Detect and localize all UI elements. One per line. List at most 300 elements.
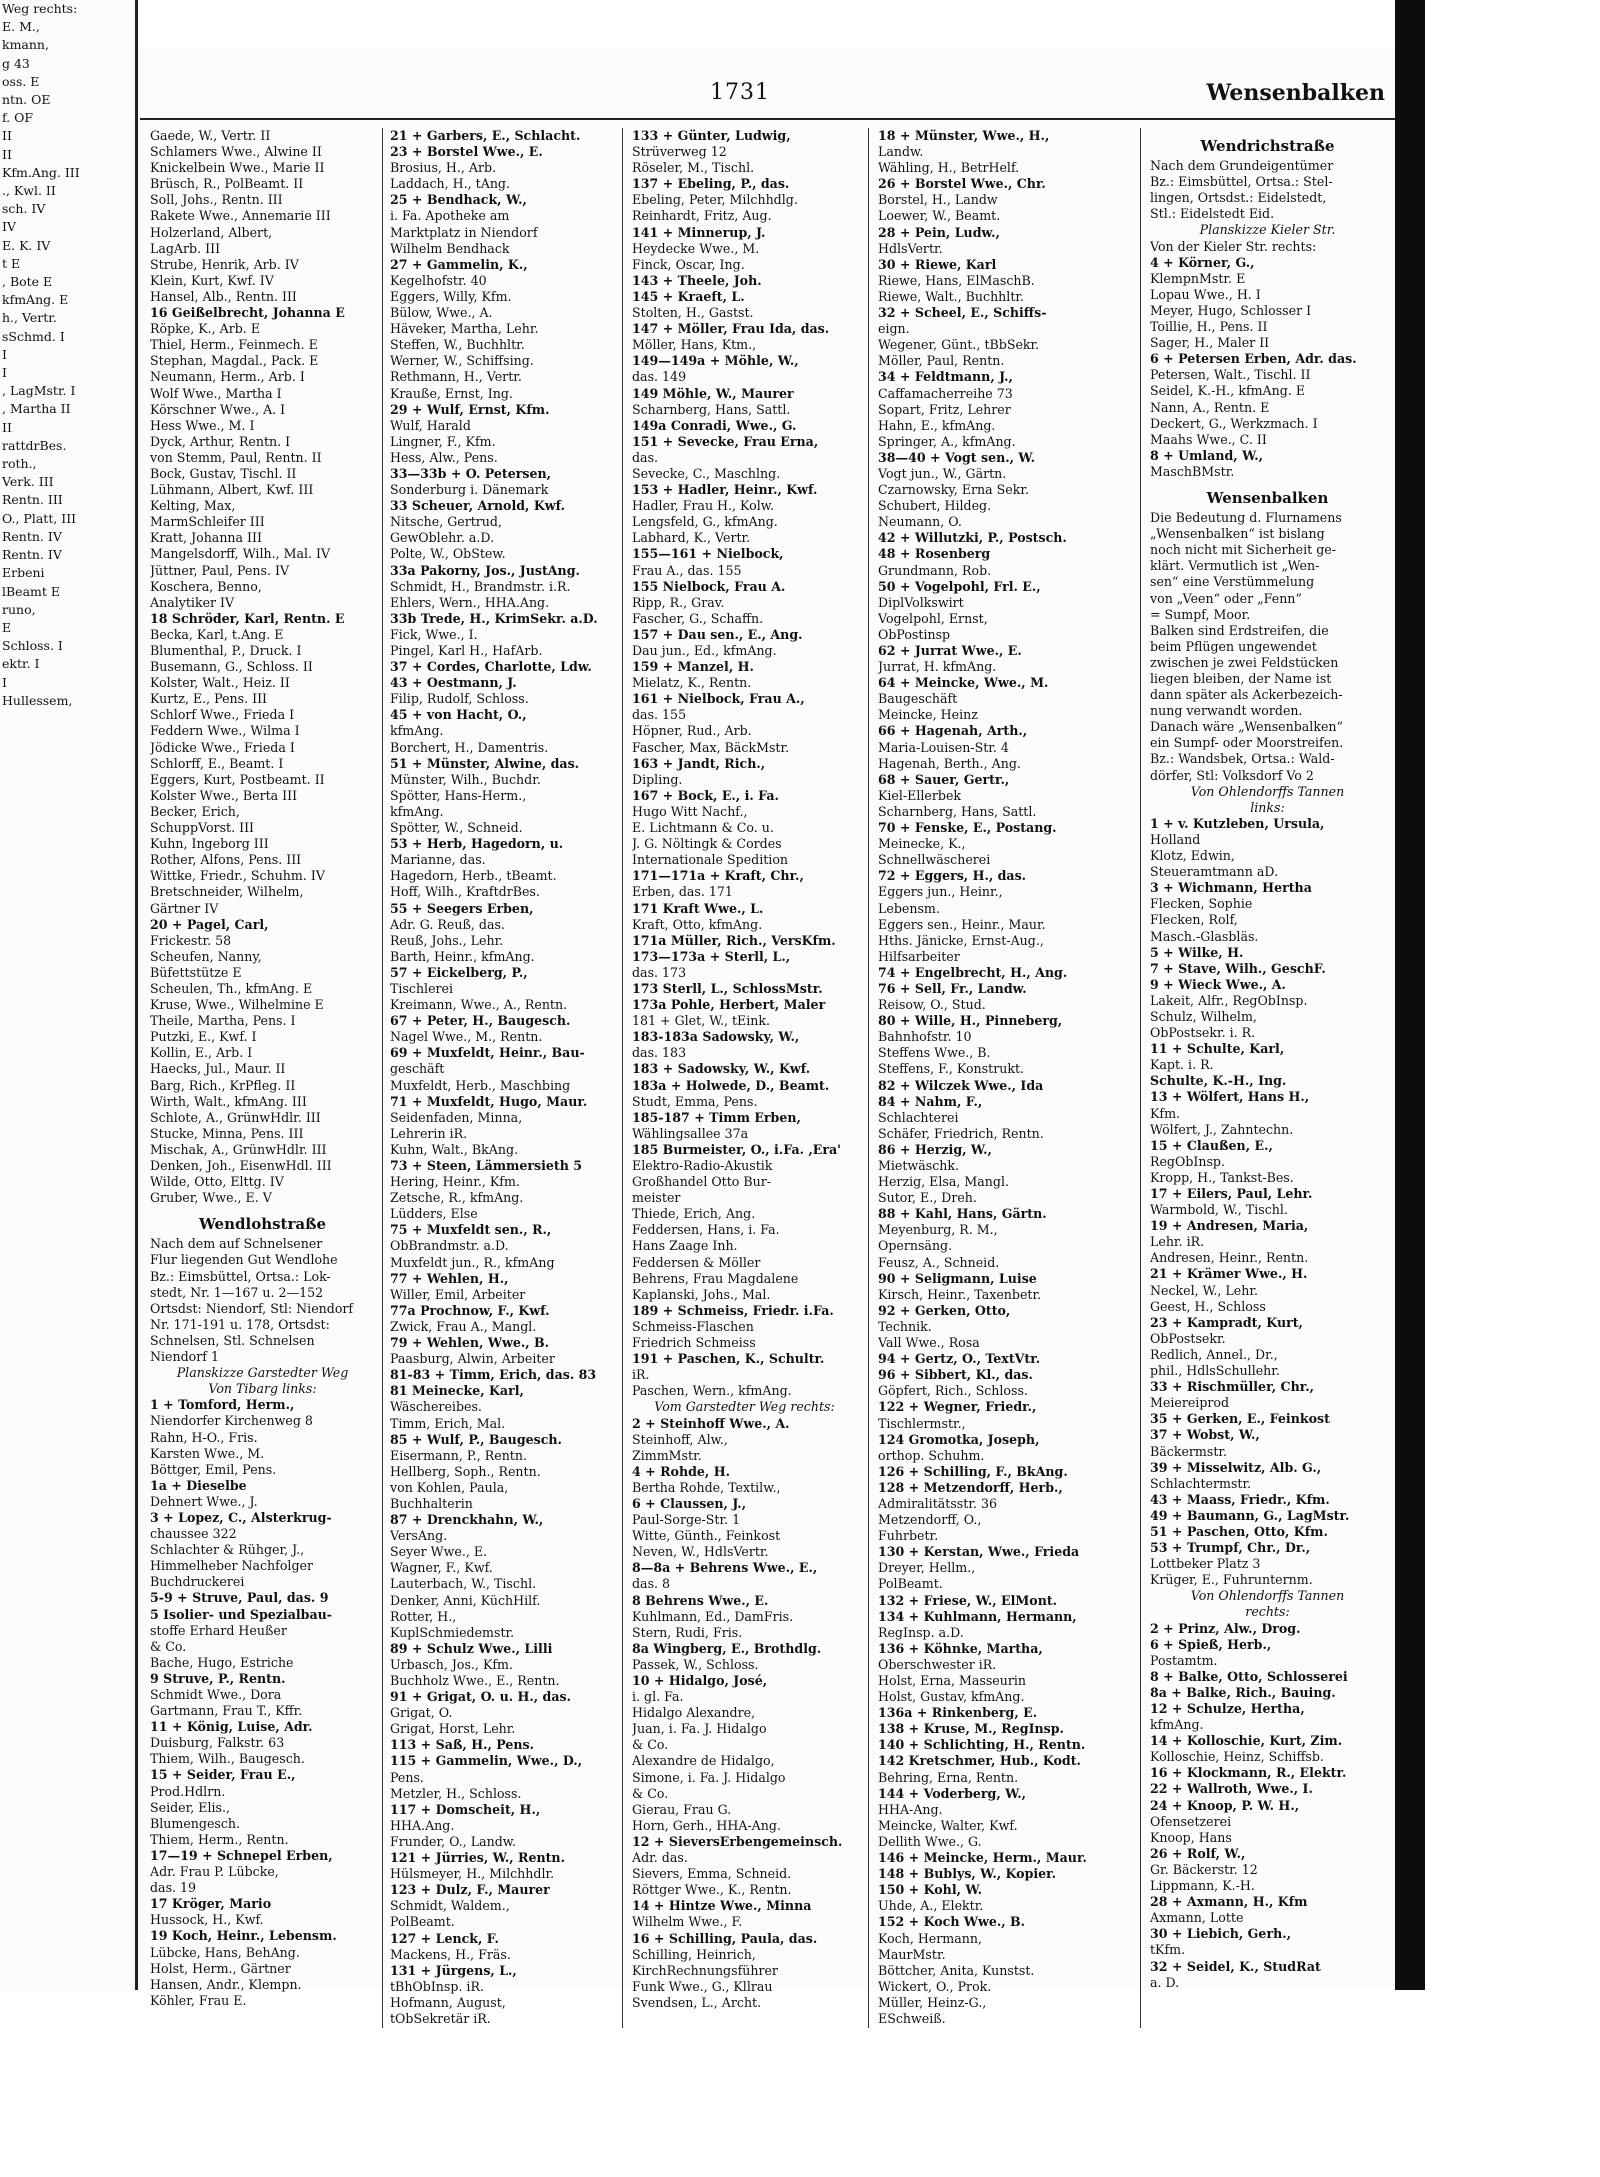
prev-page-fragment: , Martha II — [2, 401, 71, 417]
directory-entry: Prod.Hdlrn. — [150, 1783, 226, 1799]
directory-entry: 136a + Rinkenberg, E. — [878, 1705, 1038, 1721]
directory-entry: Opernsäng. — [878, 1238, 953, 1254]
directory-entry: Adr. G. Reuß, das. — [390, 916, 505, 932]
directory-entry: Rethmann, H., Vertr. — [390, 369, 522, 385]
directory-entry: Koch, Hermann, — [878, 1930, 982, 1946]
directory-entry: Meincke, Walter, Kwf. — [878, 1817, 1018, 1833]
directory-entry: Stucke, Minna, Pens. III — [150, 1125, 304, 1141]
directory-entry: 48 + Rosenberg — [878, 546, 991, 562]
directory-entry: MaurMstr. — [878, 1946, 946, 1962]
directory-entry: 171 Kraft Wwe., L. — [632, 900, 764, 916]
directory-entry: 146 + Meincke, Herm., Maur. — [878, 1850, 1087, 1866]
directory-entry: Häveker, Martha, Lehr. — [390, 321, 539, 337]
directory-entry: Dreyer, Hellm., — [878, 1560, 976, 1576]
directory-entry: Marianne, das. — [390, 852, 486, 868]
directory-entry: Buchholz Wwe., E., Rentn. — [390, 1673, 560, 1688]
directory-entry: 1 + v. Kutzleben, Ursula, — [1150, 815, 1325, 831]
direction-note: links: — [1250, 799, 1285, 815]
directory-entry: 6 + Spieß, Herb., — [1150, 1636, 1272, 1652]
directory-entry: Lengsfeld, G., kfmAng. — [632, 514, 778, 530]
directory-entry: Schmidt Wwe., Dora — [150, 1687, 282, 1702]
directory-entry: Mischak, A., GrünwHdlr. III — [150, 1141, 327, 1157]
directory-entry: 149 Möhle, W., Maurer — [632, 385, 794, 401]
directory-entry: 26 + Borstel Wwe., Chr. — [878, 176, 1046, 192]
directory-entry: Feusz, A., Schneid. — [878, 1254, 1000, 1270]
directory-entry: Kolloschie, Heinz, Schiffsb. — [1150, 1749, 1324, 1765]
directory-entry: Lübcke, Hans, BehAng. — [150, 1944, 300, 1960]
directory-entry: Thiel, Herm., Feinmech. E — [150, 337, 318, 353]
prev-page-fragment: , Bote E — [2, 274, 53, 290]
directory-entry: Hadler, Frau H., Kolw. — [632, 498, 775, 514]
directory-entry: Technik. — [878, 1318, 932, 1334]
directory-entry: 28 + Axmann, H., Kfm — [1150, 1894, 1308, 1910]
directory-entry: 79 + Wehlen, Wwe., B. — [390, 1335, 550, 1351]
prev-page-fragment: Verk. III — [2, 474, 54, 490]
directory-entry: Möller, Hans, Ktm., — [632, 337, 757, 353]
directory-entry: Feddersen & Möller — [632, 1254, 761, 1270]
directory-entry: Landw. — [878, 144, 924, 160]
directory-entry: 171a Müller, Rich., VersKfm. — [632, 932, 836, 948]
prev-page-fragment: I — [2, 346, 7, 362]
directory-entry: Meyer, Hugo, Schlosser I — [1150, 302, 1312, 318]
directory-entry: Seidenfaden, Minna, — [390, 1109, 523, 1125]
directory-entry: 80 + Wille, H., Pinneberg, — [878, 1013, 1063, 1029]
directory-entry: 157 + Dau sen., E., Ang. — [632, 626, 803, 642]
directory-entry: iR. — [632, 1367, 650, 1383]
directory-entry: 145 + Kraeft, L. — [632, 288, 745, 304]
directory-entry: Masch.-Glasbläs. — [1150, 928, 1259, 944]
directory-entry: Brosius, H., Arb. — [390, 160, 497, 176]
directory-entry: 155 Nielbock, Frau A. — [632, 578, 786, 594]
directory-entry: das. 173 — [632, 964, 687, 980]
directory-entry: Kuhlmann, Ed., DamFris. — [632, 1608, 794, 1624]
directory-entry: 13 + Wölfert, Hans H., — [1150, 1089, 1310, 1105]
directory-entry: Münster, Wilh., Buchdr. — [390, 771, 541, 787]
directory-entry: 43 + Maass, Friedr., Kfm. — [1150, 1491, 1330, 1507]
directory-entry: 1 + Tomford, Herm., — [150, 1397, 295, 1413]
directory-entry: Sutor, E., Dreh. — [878, 1190, 977, 1206]
directory-entry: 144 + Voderberg, W., — [878, 1785, 1027, 1801]
directory-entry: Hansen, Andr., Klempn. — [150, 1976, 302, 1992]
directory-entry: i. gl. Fa. — [632, 1689, 684, 1705]
directory-entry: 21 + Krämer Wwe., H. — [1150, 1266, 1308, 1282]
directory-entry: Kiel-Ellerbek — [878, 787, 962, 803]
directory-entry: 92 + Gerken, Otto, — [878, 1302, 1011, 1318]
directory-entry: 185 Burmeister, O., i.Fa. ,Era' — [632, 1141, 842, 1157]
directory-entry: Willer, Emil, Arbeiter — [390, 1286, 526, 1302]
directory-entry: 122 + Wegner, Friedr., — [878, 1399, 1037, 1415]
directory-entry: 9 + Wieck Wwe., A. — [1150, 976, 1286, 992]
directory-entry: 23 + Borstel Wwe., E. — [390, 144, 543, 160]
directory-entry: 11 + König, Luise, Adr. — [150, 1719, 313, 1735]
directory-entry: das. — [632, 449, 659, 465]
directory-entry: Lakeit, Alfr., RegObInsp. — [1150, 992, 1308, 1008]
directory-entry: 132 + Friese, W., ElMont. — [878, 1592, 1058, 1608]
directory-entry: 51 + Paschen, Otto, Kfm. — [1150, 1523, 1328, 1539]
directory-entry: Großhandel Otto Bur- — [632, 1174, 772, 1190]
directory-entry: Schnelsen, Stl. Schnelsen — [150, 1332, 315, 1348]
directory-entry: 32 + Scheel, E., Schiffs- — [878, 305, 1047, 321]
directory-entry: Eggers, Willy, Kfm. — [390, 288, 512, 304]
directory-entry: Dehnert Wwe., J. — [150, 1493, 258, 1509]
directory-entry: Simone, i. Fa. J. Hidalgo — [632, 1769, 786, 1785]
directory-entry: Geest, H., Schloss — [1150, 1298, 1266, 1314]
directory-entry: Thiem, Herm., Rentn. — [150, 1831, 289, 1847]
directory-entry: Vogt jun., W., Gärtn. — [878, 465, 1007, 481]
directory-entry: Kraft, Otto, kfmAng. — [632, 916, 763, 932]
directory-entry: 89 + Schulz Wwe., Lilli — [390, 1640, 553, 1656]
directory-entry: 33—33b + O. Petersen, — [390, 465, 552, 481]
directory-entry: 68 + Sauer, Gertr., — [878, 771, 1010, 787]
directory-entry: Schmeiss-Flaschen — [632, 1318, 754, 1334]
directory-entry: 33 + Rischmüller, Chr., — [1150, 1379, 1314, 1395]
directory-entry: Von der Kieler Str. rechts: — [1150, 238, 1317, 254]
directory-entry: Riewe, Hans, ElMaschB. — [878, 272, 1035, 288]
directory-entry: 10 + Hidalgo, José, — [632, 1673, 768, 1688]
directory-entry: Steinhoff, Alw., — [632, 1431, 728, 1447]
prev-page-fragment: Rentn. IV — [2, 547, 62, 563]
directory-entry: Rakete Wwe., Annemarie III — [150, 208, 331, 224]
directory-entry: 45 + von Hacht, O., — [390, 707, 527, 723]
directory-entry: Elektro-Radio-Akustik — [632, 1158, 773, 1173]
directory-entry: kfmAng. — [390, 803, 444, 819]
directory-entry: Neumann, O. — [878, 514, 962, 530]
directory-entry: Göpfert, Rich., Schloss. — [878, 1383, 1028, 1399]
directory-entry: Horn, Gerh., HHA-Ang. — [632, 1817, 781, 1833]
scan-shadow-bar — [1395, 0, 1425, 1990]
directory-entry: Bäckermstr. — [1150, 1443, 1228, 1459]
prev-page-fragment: Hullessem, — [2, 692, 73, 708]
directory-entry: 55 + Seegers Erben, — [390, 900, 534, 916]
directory-entry: Hugo Witt Nachf., — [632, 803, 748, 819]
directory-entry: Schlorff, E., Beamt. I — [150, 755, 284, 771]
page-number: 1731 — [710, 80, 770, 105]
direction-note: Planskizze Garstedter Weg — [176, 1365, 349, 1381]
directory-entry: 17—19 + Schnepel Erben, — [150, 1847, 333, 1863]
directory-entry: 25 + Bendhack, W., — [390, 192, 527, 208]
directory-entry: Stl.: Eidelstedt Eid. — [1150, 206, 1275, 222]
directory-entry: Schlamers Wwe., Alwine II — [150, 144, 322, 160]
directory-entry: Kelting, Max, — [150, 498, 236, 514]
directory-entry: Labhard, K., Vertr. — [632, 530, 751, 546]
directory-entry: Steueramtmann aD. — [1150, 864, 1279, 880]
directory-entry: Gartmann, Frau T., Kffr. — [150, 1703, 303, 1719]
directory-entry: Hansel, Alb., Rentn. III — [150, 288, 297, 304]
directory-entry: liegen bleiben, der Name ist — [1150, 671, 1332, 686]
column-5 — [1150, 128, 1385, 1991]
directory-entry: Wagner, F., Kwf. — [390, 1560, 493, 1576]
directory-entry: Denken, Joh., EisenwHdl. III — [150, 1158, 332, 1173]
directory-entry: Krauße, Ernst, Ing. — [390, 385, 513, 401]
column-4 — [878, 128, 1103, 2027]
directory-entry: Holzerland, Albert, — [150, 224, 273, 240]
directory-entry: Bache, Hugo, Estriche — [150, 1654, 294, 1670]
directory-entry: Wirth, Walt., kfmAng. III — [150, 1093, 307, 1109]
directory-entry: Herzig, Elsa, Mangl. — [878, 1174, 1009, 1190]
directory-entry: Frunder, O., Landw. — [390, 1833, 517, 1849]
directory-entry: 73 + Steen, Lämmersieth 5 — [390, 1158, 583, 1173]
directory-entry: Theile, Martha, Pens. I — [150, 1013, 296, 1029]
directory-entry: Jödicke Wwe., Frieda I — [150, 739, 295, 755]
directory-entry: RegObInsp. — [1150, 1153, 1225, 1169]
directory-entry: Feddern Wwe., Wilma I — [150, 723, 300, 739]
directory-entry: & Co. — [632, 1737, 669, 1753]
directory-entry: Bz.: Eimsbüttel, Ortsa.: Lok- — [150, 1268, 331, 1284]
directory-entry: 88 + Kahl, Hans, Gärtn. — [878, 1206, 1047, 1222]
directory-entry: 173—173a + Sterll, L., — [632, 948, 791, 964]
directory-entry: tKfm. — [1150, 1942, 1186, 1958]
directory-entry: ZimmMstr. — [632, 1447, 702, 1463]
directory-entry: 64 + Meincke, Wwe., M. — [878, 675, 1049, 691]
directory-entry: 24 + Knoop, P. W. H., — [1150, 1797, 1300, 1813]
directory-entry: 1a + Dieselbe — [150, 1477, 247, 1493]
directory-entry: 131 + Jürgens, L., — [390, 1962, 517, 1978]
directory-entry: 150 + Kohl, W. — [878, 1882, 982, 1898]
directory-entry: Niendorfer Kirchenweg 8 — [150, 1413, 313, 1429]
directory-entry: Sievers, Emma, Schneid. — [632, 1866, 792, 1882]
directory-entry: Becker, Erich, — [150, 803, 240, 819]
directory-entry: Böttcher, Anita, Kunstst. — [878, 1962, 1035, 1978]
directory-entry: Kuhn, Walt., BkAng. — [390, 1141, 519, 1157]
directory-entry: DiplVolkswirt — [878, 594, 964, 610]
directory-entry: Holst, Erna, Masseurin — [878, 1673, 1027, 1688]
directory-entry: Kolster, Walt., Heiz. II — [150, 675, 290, 691]
directory-entry: 19 + Andresen, Maria, — [1150, 1218, 1309, 1234]
directory-entry: Oberschwester iR. — [878, 1656, 997, 1672]
directory-entry: Scharnberg, Hans, Sattl. — [878, 803, 1037, 819]
directory-entry: Nach dem auf Schnelsener — [150, 1236, 323, 1252]
directory-entry: GewOblehr. a.D. — [390, 530, 495, 546]
directory-entry: 143 + Theele, Joh. — [632, 272, 762, 288]
directory-entry: Rother, Alfons, Pens. III — [150, 852, 302, 868]
directory-entry: Lauterbach, W., Tischl. — [390, 1576, 537, 1592]
directory-entry: Seider, Elis., — [150, 1799, 230, 1815]
directory-entry: Maria-Louisen-Str. 4 — [878, 739, 1009, 755]
directory-entry: 57 + Eickelberg, P., — [390, 964, 528, 980]
directory-entry: ObBrandmstr. a.D. — [390, 1238, 509, 1254]
directory-entry: Sevecke, C., Maschlng. — [632, 465, 781, 481]
directory-entry: 38—40 + Vogt sen., W. — [878, 449, 1035, 465]
directory-entry: Barth, Heinr., kfmAng. — [390, 948, 535, 964]
directory-entry: Flecken, Sophie — [1150, 896, 1253, 912]
prev-page-fragment: roth., — [2, 456, 37, 472]
directory-entry: Bülow, Wwe., A. — [390, 305, 493, 321]
directory-entry: 126 + Schilling, F., BkAng. — [878, 1463, 1068, 1479]
directory-entry: Kruse, Wwe., Wilhelmine E — [150, 997, 324, 1013]
directory-entry: Eggers, Kurt, Postbeamt. II — [150, 771, 325, 787]
directory-entry: Schlote, A., GrünwHdlr. III — [150, 1109, 321, 1125]
directory-entry: Eggers sen., Heinr., Maur. — [878, 916, 1046, 932]
directory-entry: HHA-Ang. — [878, 1801, 943, 1817]
directory-entry: 33 Scheuer, Arnold, Kwf. — [390, 498, 565, 514]
directory-entry: Feddersen, Hans, i. Fa. — [632, 1222, 780, 1238]
directory-entry: Maahs Wwe., C. II — [1150, 431, 1267, 447]
directory-entry: Adr. Frau P. Lübcke, — [150, 1864, 279, 1880]
directory-entry: Schlachterei — [878, 1109, 959, 1125]
directory-entry: Wickert, O., Prok. — [878, 1978, 992, 1994]
column-1 — [150, 128, 375, 2009]
directory-entry: 134 + Kuhlmann, Hermann, — [878, 1608, 1077, 1624]
directory-entry: Röpke, K., Arb. E — [150, 321, 261, 337]
directory-entry: das. 149 — [632, 369, 687, 385]
directory-entry: 152 + Koch Wwe., B. — [878, 1914, 1026, 1930]
directory-entry: Steffens, F., Konstrukt. — [878, 1061, 1025, 1077]
directory-entry: KlempnMstr. E — [1150, 270, 1246, 286]
directory-entry: Ortsdst: Niendorf, Stl: Niendorf — [150, 1300, 354, 1316]
directory-entry: Wilhelm Wwe., F. — [632, 1914, 743, 1930]
directory-entry: Laddach, H., tAng. — [390, 176, 510, 192]
directory-entry: 149a Conradi, Wwe., G. — [632, 417, 797, 433]
directory-entry: Wilde, Otto, Elttg. IV — [150, 1174, 284, 1190]
directory-entry: SchuppVorst. III — [150, 820, 255, 836]
directory-entry: 183-183a Sadowsky, W., — [632, 1029, 800, 1045]
directory-entry: 8 + Balke, Otto, Schlosserei — [1150, 1668, 1348, 1684]
directory-entry: Mangelsdorff, Wilh., Mal. IV — [150, 546, 331, 562]
directory-entry: Witte, Günth., Feinkost — [632, 1528, 781, 1544]
directory-entry: Internationale Spedition — [632, 852, 789, 868]
directory-entry: Barg, Rich., KrPfleg. II — [150, 1077, 296, 1093]
directory-entry: Niendorf 1 — [150, 1349, 219, 1365]
directory-entry: MarmSchleifer III — [150, 514, 265, 530]
directory-entry: 86 + Herzig, W., — [878, 1141, 992, 1157]
prev-page-fragment: Erbeni — [2, 565, 45, 581]
directory-entry: Knickelbein Wwe., Marie II — [150, 160, 325, 176]
directory-entry: Behring, Erna, Rentn. — [878, 1769, 1019, 1785]
directory-entry: i. Fa. Apotheke am — [390, 208, 510, 224]
directory-entry: Redlich, Annel., Dr., — [1150, 1346, 1278, 1362]
directory-entry: Kfm. — [1150, 1105, 1181, 1121]
directory-entry: Lüdders, Else — [390, 1206, 478, 1222]
prev-page-fragment: I — [2, 365, 7, 381]
directory-entry: Hagenah, Berth., Ang. — [878, 755, 1021, 771]
directory-entry: stedt, Nr. 1—167 u. 2—152 — [150, 1284, 324, 1300]
directory-entry: Dyck, Arthur, Rentn. I — [150, 433, 291, 449]
directory-entry: Gr. Bäckerstr. 12 — [1150, 1861, 1258, 1877]
column-divider — [1140, 128, 1141, 2028]
directory-entry: tBhObInsp. iR. — [390, 1978, 484, 1994]
directory-entry: Thiem, Wilh., Baugesch. — [150, 1751, 305, 1767]
directory-entry: Müller, Heinz-G., — [878, 1994, 987, 2010]
directory-entry: Kurtz, E., Pens. III — [150, 691, 268, 707]
directory-entry: 5 Isolier- und Spezialbau- — [150, 1606, 333, 1622]
directory-entry: 49 + Baumann, G., LagMstr. — [1150, 1507, 1350, 1523]
prev-page-fragment: IV — [2, 219, 16, 235]
directory-entry: Tischlermstr., — [878, 1415, 966, 1431]
directory-entry: 133 + Günter, Ludwig, — [632, 128, 791, 143]
directory-entry: 42 + Willutzki, P., Postsch. — [878, 530, 1067, 546]
directory-entry: 140 + Schlichting, H., Rentn. — [878, 1737, 1086, 1753]
directory-entry: Schilling, Heinrich, — [632, 1946, 756, 1962]
directory-entry: Heydecke Wwe., M. — [632, 240, 760, 256]
prev-page-fragment: Weg rechts: — [2, 1, 78, 16]
directory-entry: Köhler, Frau E. — [150, 1992, 247, 2008]
directory-entry: Loewer, W., Beamt. — [878, 208, 1001, 224]
directory-entry: Rahn, H-O., Fris. — [150, 1429, 258, 1445]
directory-entry: 181 + Glet, W., tEink. — [632, 1013, 770, 1029]
directory-entry: Neumann, Herm., Arb. I — [150, 369, 305, 385]
directory-entry: zwischen je zwei Feldstücken — [1150, 654, 1339, 670]
directory-entry: Wolf Wwe., Martha I — [150, 385, 282, 401]
directory-entry: Frickestr. 58 — [150, 932, 232, 948]
directory-entry: Hidalgo Alexandre, — [632, 1705, 756, 1721]
directory-entry: Schlachter & Rühger, J., — [150, 1542, 305, 1558]
directory-entry: 39 + Misselwitz, Alb. G., — [1150, 1459, 1322, 1475]
directory-entry: 16 + Schilling, Paula, das. — [632, 1930, 818, 1946]
directory-entry: Hths. Jänicke, Ernst-Aug., — [878, 932, 1044, 948]
directory-entry: Gierau, Frau G. — [632, 1801, 732, 1817]
directory-entry: Scharnberg, Hans, Sattl. — [632, 401, 791, 417]
directory-entry: & Co. — [632, 1785, 669, 1801]
directory-entry: klärt. Vermutlich ist „Wen- — [1150, 558, 1320, 574]
directory-entry: 51 + Münster, Alwine, das. — [390, 755, 580, 771]
directory-entry: Meiereiprod — [1150, 1395, 1230, 1411]
directory-entry: Sopart, Fritz, Lehrer — [878, 401, 1011, 417]
directory-entry: Putzki, E., Kwf. I — [150, 1029, 257, 1045]
directory-entry: Wählingsallee 37a — [632, 1125, 749, 1141]
directory-entry: Kegelhofstr. 40 — [390, 272, 487, 288]
direction-note: Planskizze Kieler Str. — [1199, 222, 1336, 238]
directory-entry: Fuhrbetr. — [878, 1528, 939, 1544]
directory-entry: 43 + Oestmann, J. — [390, 675, 517, 691]
directory-entry: Mielatz, K., Rentn. — [632, 675, 752, 691]
directory-entry: Lottbeker Platz 3 — [1150, 1556, 1261, 1572]
directory-entry: Wulf, Harald — [390, 417, 471, 433]
directory-entry: Studt, Emma, Pens. — [632, 1093, 758, 1109]
directory-entry: 94 + Gertz, O., TextVtr. — [878, 1351, 1041, 1367]
directory-entry: Dipling. — [632, 771, 683, 787]
column-divider — [622, 128, 623, 2028]
directory-entry: dann später als Ackerbezeich- — [1150, 687, 1343, 703]
directory-entry: Denker, Anni, KüchHilf. — [390, 1592, 541, 1608]
directory-entry: Paasburg, Alwin, Arbeiter — [390, 1351, 555, 1367]
directory-entry: Klein, Kurt, Kwf. IV — [150, 272, 274, 288]
directory-entry: 20 + Pagel, Carl, — [150, 916, 269, 932]
directory-entry: Wölfert, J., Zahntechn. — [1150, 1121, 1294, 1137]
directory-entry: Spötter, Hans-Herm., — [390, 787, 527, 803]
directory-entry: Steffen, W., Buchhltr. — [390, 337, 525, 353]
directory-entry: Hess, Alw., Pens. — [390, 449, 498, 465]
directory-entry: Filip, Rudolf, Schloss. — [390, 691, 529, 707]
directory-entry: PolBeamt. — [878, 1576, 943, 1592]
directory-entry: Schlorf Wwe., Frieda I — [150, 707, 295, 723]
directory-entry: Holst, Gustav, kfmAng. — [878, 1689, 1025, 1705]
directory-entry: Brüsch, R., PolBeamt. II — [150, 176, 304, 192]
directory-entry: Scheufen, Nanny, — [150, 948, 262, 964]
directory-entry: Uhde, A., Elektr. — [878, 1898, 984, 1914]
directory-entry: 37 + Wobst, W., — [1150, 1427, 1260, 1443]
directory-entry: HdlsVertr. — [878, 240, 943, 256]
directory-entry: KuplSchmiedemstr. — [390, 1624, 515, 1640]
direction-note: Von Tibarg links: — [208, 1381, 317, 1397]
directory-entry: das. 183 — [632, 1045, 687, 1061]
directory-entry: Hülsmeyer, H., Milchhdlr. — [390, 1866, 555, 1882]
directory-entry: Hering, Heinr., Kfm. — [390, 1174, 520, 1190]
directory-entry: Lehr. iR. — [1150, 1234, 1205, 1250]
directory-entry: ObPostsekr. i. R. — [1150, 1025, 1256, 1041]
directory-entry: J. G. Nöltingk & Cordes — [632, 836, 782, 852]
directory-entry: Grigat, O. — [390, 1705, 453, 1721]
directory-entry: Behrens, Frau Magdalene — [632, 1270, 799, 1286]
directory-entry: Bahnhofstr. 10 — [878, 1029, 972, 1045]
directory-entry: 6 + Petersen Erben, Adr. das. — [1150, 351, 1357, 367]
directory-entry: Riewe, Walt., Buchhltr. — [878, 288, 1025, 304]
directory-entry: a. D. — [1150, 1974, 1180, 1990]
directory-entry: Gaede, W., Vertr. II — [150, 128, 271, 143]
column-3 — [632, 128, 857, 2011]
directory-entry: LagArb. III — [150, 240, 221, 256]
directory-entry: 29 + Wulf, Ernst, Kfm. — [390, 401, 550, 417]
directory-entry: Meincke, Heinz — [878, 707, 978, 723]
